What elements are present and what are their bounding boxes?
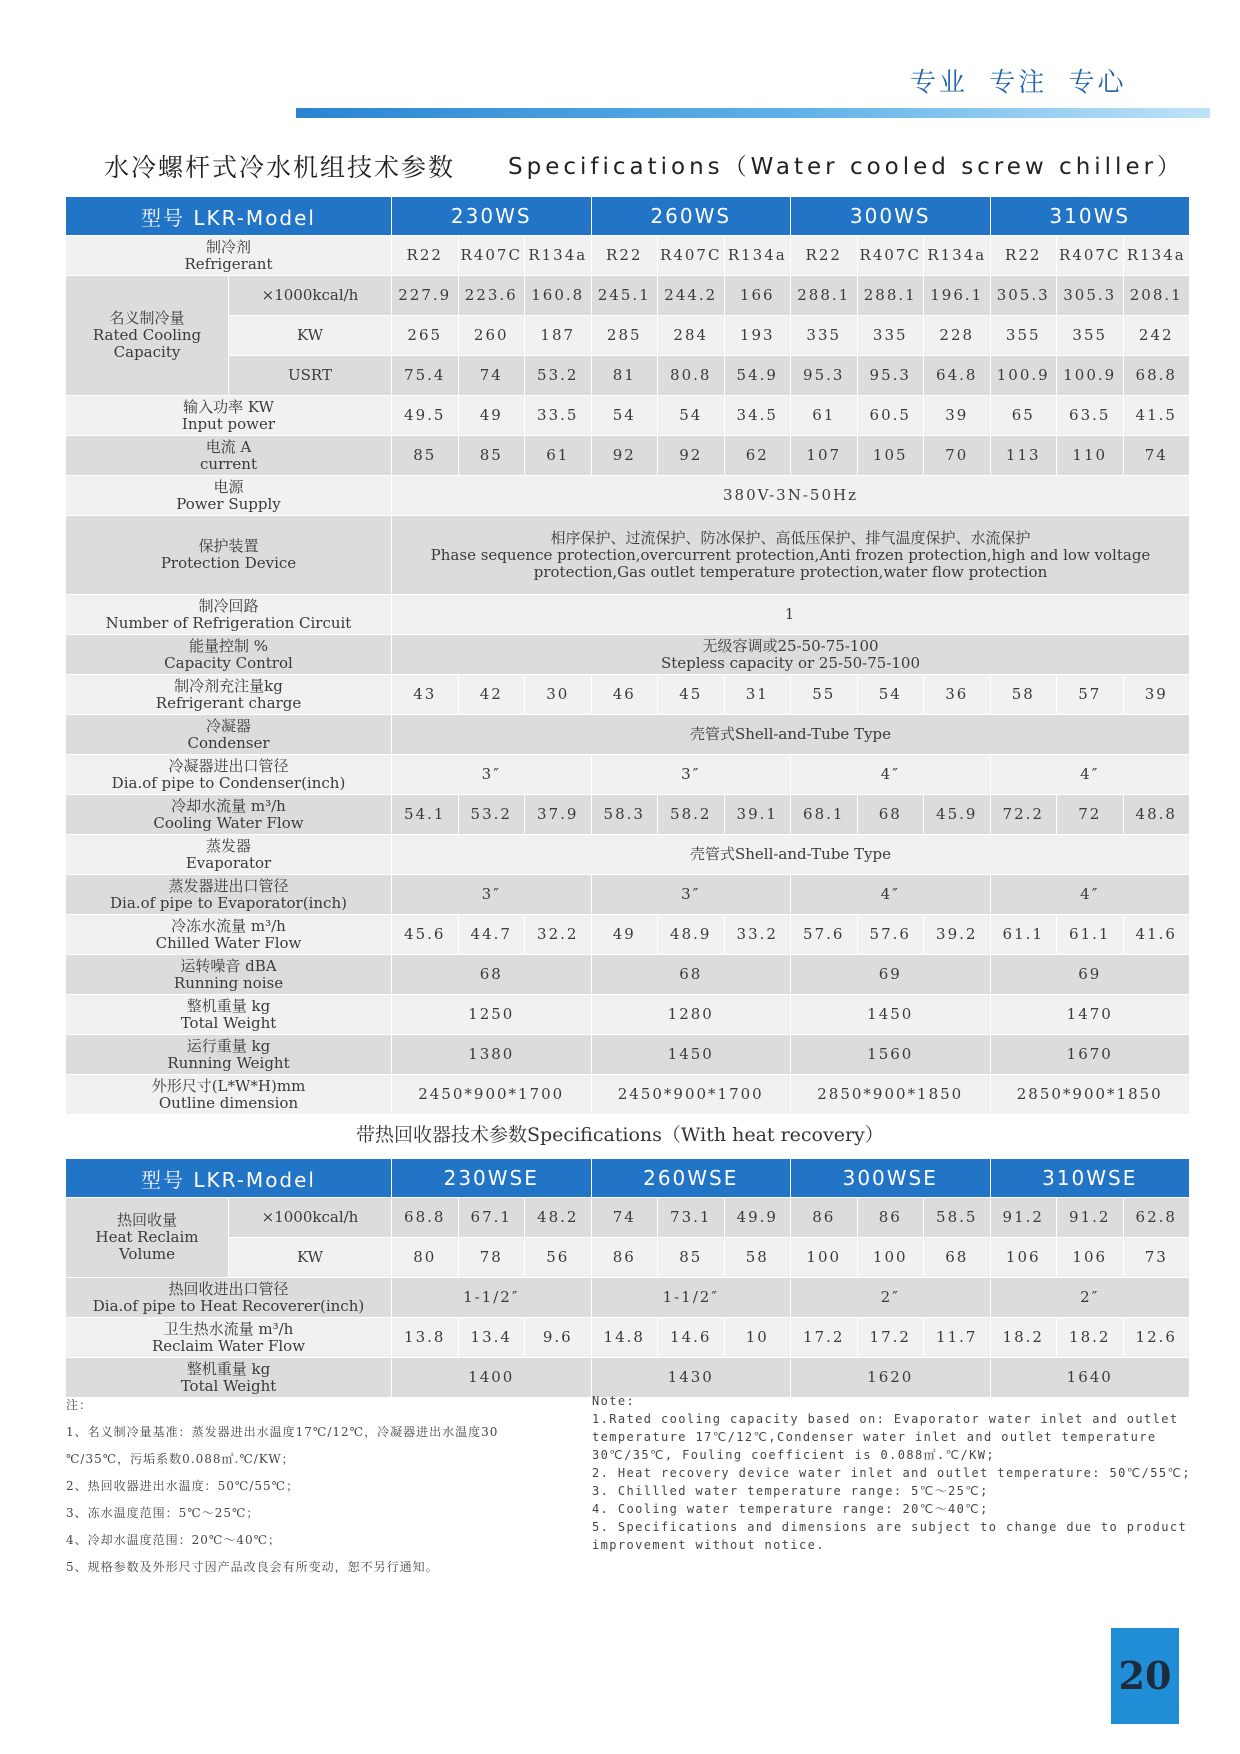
- header-gradient-bar: [296, 108, 1210, 118]
- row-evaporator-pipe: [66, 875, 1190, 915]
- evaporator-value: 壳管式Shell-and-Tube Type: [392, 835, 1190, 875]
- row-label: 冷凝器进出口管径 Dia.of pipe to Condenser(inch): [66, 755, 392, 795]
- note-item: 4、冷却水温度范围：20℃～40℃；: [66, 1533, 282, 1547]
- row-label: 能量控制 % Capacity Control: [66, 635, 392, 675]
- value-cell: 56: [525, 1238, 592, 1278]
- value-cell: 65: [990, 396, 1057, 436]
- model-col-310WS: 310WS: [990, 197, 1190, 236]
- value-cell: 4″: [990, 875, 1190, 915]
- value-cell: R22: [791, 236, 858, 276]
- value-cell: 12.6: [1123, 1318, 1190, 1358]
- value-cell: 1400: [392, 1358, 592, 1398]
- row-label: 热回收进出口管径 Dia.of pipe to Heat Recoverer(inch): [66, 1278, 392, 1318]
- value-cell: 32.2: [525, 915, 592, 955]
- row-current: [66, 436, 1190, 476]
- value-cell: 2450*900*1700: [591, 1075, 791, 1115]
- spec-table-wse: [65, 1158, 1190, 1398]
- notes-chinese: [66, 1392, 586, 1581]
- value-cell: 69: [990, 955, 1190, 995]
- table-header-row: [66, 1159, 1190, 1198]
- value-cell: 49: [458, 396, 525, 436]
- value-cell: 3″: [392, 875, 592, 915]
- row-circuits: [66, 595, 1190, 635]
- model-header: 型号 LKR-Model: [66, 1159, 392, 1198]
- value-cell: 57: [1057, 675, 1124, 715]
- value-cell: 14.6: [658, 1318, 725, 1358]
- page-number: 20: [1111, 1628, 1179, 1724]
- value-cell: 17.2: [791, 1318, 858, 1358]
- row-label: 电源 Power Supply: [66, 476, 392, 516]
- value-cell: 41.5: [1123, 396, 1190, 436]
- value-cell: 208.1: [1123, 276, 1190, 316]
- value-cell: 244.2: [658, 276, 725, 316]
- value-cell: 9.6: [525, 1318, 592, 1358]
- value-cell: 70: [924, 436, 991, 476]
- value-cell: 39: [924, 396, 991, 436]
- value-cell: 61.1: [990, 915, 1057, 955]
- value-cell: 2″: [990, 1278, 1190, 1318]
- row-label: 制冷剂充注量kg Refrigerant charge: [66, 675, 392, 715]
- value-cell: R134a: [1123, 236, 1190, 276]
- unit-label: KW: [229, 316, 392, 356]
- value-cell: 85: [392, 436, 459, 476]
- row-label: 冷却水流量 m³/h Cooling Water Flow: [66, 795, 392, 835]
- value-cell: 57.6: [791, 915, 858, 955]
- value-cell: R134a: [924, 236, 991, 276]
- value-cell: 85: [458, 436, 525, 476]
- value-cell: 1380: [392, 1035, 592, 1075]
- row-evaporator: [66, 835, 1190, 875]
- value-cell: 37.9: [525, 795, 592, 835]
- value-cell: 4″: [990, 755, 1190, 795]
- value-cell: 4″: [791, 755, 991, 795]
- value-cell: 3″: [591, 875, 791, 915]
- value-cell: 73.1: [658, 1198, 725, 1238]
- note-item: 1.Rated cooling capacity based on: Evaporator water inlet and outlet temperature 17℃/12℃,Condenser water inlet and outlet temperature 30℃/35℃, Fouling coefficient is 0.088㎡.℃/KW;: [592, 1412, 1179, 1462]
- row-recovery-pipe: [66, 1278, 1190, 1318]
- value-cell: R22: [392, 236, 459, 276]
- protection-value: 相序保护、过流保护、防冰保护、高低压保护、排气温度保护、水流保护 Phase sequence protection,overcurrent protection,Anti frozen protection,high and low voltage protection,Gas outlet temperature protection,water flow protection: [392, 516, 1190, 595]
- value-cell: 86: [791, 1198, 858, 1238]
- heat-reclaim-label: 热回收量 Heat Reclaim Volume: [66, 1198, 229, 1278]
- value-cell: 13.4: [458, 1318, 525, 1358]
- value-cell: 46: [591, 675, 658, 715]
- value-cell: 95.3: [857, 356, 924, 396]
- row-refrigerant: [66, 236, 1190, 276]
- value-cell: R407C: [458, 236, 525, 276]
- value-cell: 48.2: [525, 1198, 592, 1238]
- value-cell: 86: [591, 1238, 658, 1278]
- note-item: 5. Specifications and dimensions are subject to change due to product improvement without notice.: [592, 1520, 1188, 1552]
- capacity-control-value: 无级容调或25-50-75-100 Stepless capacity or 25-50-75-100: [392, 635, 1190, 675]
- value-cell: 39.2: [924, 915, 991, 955]
- model-col-230WSE: 230WSE: [392, 1159, 592, 1198]
- value-cell: 14.8: [591, 1318, 658, 1358]
- value-cell: 60.5: [857, 396, 924, 436]
- value-cell: 57.6: [857, 915, 924, 955]
- row-label: 制冷剂 Refrigerant: [66, 236, 392, 276]
- row-capacity-control: [66, 635, 1190, 675]
- value-cell: 49.5: [392, 396, 459, 436]
- note-item: 2、热回收器进出水温度：50℃/55℃；: [66, 1479, 300, 1493]
- model-header: 型号 LKR-Model: [66, 197, 392, 236]
- model-col-310WSE: 310WSE: [990, 1159, 1190, 1198]
- value-cell: 53.2: [458, 795, 525, 835]
- condenser-value: 壳管式Shell-and-Tube Type: [392, 715, 1190, 755]
- value-cell: 305.3: [990, 276, 1057, 316]
- table-header-row: [66, 197, 1190, 236]
- note-item: 3. Chillled water temperature range: 5℃～25℃;: [592, 1484, 989, 1498]
- value-cell: 3″: [392, 755, 592, 795]
- model-col-300WSE: 300WSE: [791, 1159, 991, 1198]
- value-cell: 63.5: [1057, 396, 1124, 436]
- value-cell: 81: [591, 356, 658, 396]
- row-rated-cooling-kw: [66, 316, 1190, 356]
- value-cell: 62: [724, 436, 791, 476]
- value-cell: 196.1: [924, 276, 991, 316]
- value-cell: 72.2: [990, 795, 1057, 835]
- value-cell: 1470: [990, 995, 1190, 1035]
- row-label: 蒸发器 Evaporator: [66, 835, 392, 875]
- row-label: 整机重量 kg Total Weight: [66, 1358, 392, 1398]
- value-cell: 106: [1057, 1238, 1124, 1278]
- value-cell: 100.9: [1057, 356, 1124, 396]
- note-item: 5、规格参数及外形尺寸因产品改良会有所变动，恕不另行通知。: [66, 1560, 439, 1574]
- value-cell: 74: [1123, 436, 1190, 476]
- row-condenser-pipe: [66, 755, 1190, 795]
- value-cell: 305.3: [1057, 276, 1124, 316]
- value-cell: 45.6: [392, 915, 459, 955]
- value-cell: 166: [724, 276, 791, 316]
- value-cell: 74: [458, 356, 525, 396]
- value-cell: R407C: [658, 236, 725, 276]
- value-cell: 64.8: [924, 356, 991, 396]
- value-cell: 245.1: [591, 276, 658, 316]
- notes-title: Note:: [592, 1394, 636, 1408]
- unit-label: KW: [229, 1238, 392, 1278]
- value-cell: 68: [591, 955, 791, 995]
- value-cell: 49: [591, 915, 658, 955]
- value-cell: 4″: [791, 875, 991, 915]
- value-cell: 100.9: [990, 356, 1057, 396]
- row-label: 卫生热水流量 m³/h Reclaim Water Flow: [66, 1318, 392, 1358]
- row-running-weight: [66, 1035, 1190, 1075]
- value-cell: 285: [591, 316, 658, 356]
- note-item: 2. Heat recovery device water inlet and outlet temperature: 50℃/55℃;: [592, 1466, 1191, 1480]
- value-cell: 1-1/2″: [591, 1278, 791, 1318]
- row-rated-cooling-usrt: [66, 356, 1190, 396]
- value-cell: 100: [791, 1238, 858, 1278]
- row-label: 冷凝器 Condenser: [66, 715, 392, 755]
- row-power-supply: [66, 476, 1190, 516]
- value-cell: 1560: [791, 1035, 991, 1075]
- value-cell: 58: [990, 675, 1057, 715]
- value-cell: 1-1/2″: [392, 1278, 592, 1318]
- value-cell: 49.9: [724, 1198, 791, 1238]
- model-col-260WS: 260WS: [591, 197, 791, 236]
- value-cell: 67.1: [458, 1198, 525, 1238]
- value-cell: 68: [924, 1238, 991, 1278]
- value-cell: 58: [724, 1238, 791, 1278]
- value-cell: 1640: [990, 1358, 1190, 1398]
- value-cell: 92: [658, 436, 725, 476]
- value-cell: 39.1: [724, 795, 791, 835]
- value-cell: 113: [990, 436, 1057, 476]
- value-cell: 68: [392, 955, 592, 995]
- value-cell: 242: [1123, 316, 1190, 356]
- notes-english: [592, 1392, 1192, 1554]
- rated-cooling-label: 名义制冷量 Rated Cooling Capacity: [66, 276, 229, 396]
- row-label: 冷冻水流量 m³/h Chilled Water Flow: [66, 915, 392, 955]
- power-supply-value: 380V-3N-50Hz: [392, 476, 1190, 516]
- spec-table-ws: [65, 196, 1190, 1115]
- row-label: 运行重量 kg Running Weight: [66, 1035, 392, 1075]
- row-total-weight: [66, 995, 1190, 1035]
- value-cell: 288.1: [857, 276, 924, 316]
- value-cell: 85: [658, 1238, 725, 1278]
- row-condenser: [66, 715, 1190, 755]
- value-cell: 1450: [791, 995, 991, 1035]
- value-cell: 18.2: [1057, 1318, 1124, 1358]
- value-cell: 1620: [791, 1358, 991, 1398]
- row-running-noise: [66, 955, 1190, 995]
- value-cell: 160.8: [525, 276, 592, 316]
- page-title: [104, 148, 1204, 182]
- value-cell: 58.2: [658, 795, 725, 835]
- value-cell: 43: [392, 675, 459, 715]
- value-cell: R134a: [525, 236, 592, 276]
- value-cell: 68.8: [1123, 356, 1190, 396]
- model-col-230WS: 230WS: [392, 197, 592, 236]
- value-cell: 61: [525, 436, 592, 476]
- value-cell: 105: [857, 436, 924, 476]
- value-cell: 335: [857, 316, 924, 356]
- value-cell: 187: [525, 316, 592, 356]
- value-cell: 265: [392, 316, 459, 356]
- model-col-260WSE: 260WSE: [591, 1159, 791, 1198]
- row-label: 整机重量 kg Total Weight: [66, 995, 392, 1035]
- circuits-value: 1: [392, 595, 1190, 635]
- value-cell: 227.9: [392, 276, 459, 316]
- value-cell: 54: [857, 675, 924, 715]
- row-label: 电流 A current: [66, 436, 392, 476]
- row-label: 外形尺寸(L*W*H)mm Outline dimension: [66, 1075, 392, 1115]
- value-cell: 30: [525, 675, 592, 715]
- value-cell: 31: [724, 675, 791, 715]
- value-cell: 2850*900*1850: [990, 1075, 1190, 1115]
- value-cell: 92: [591, 436, 658, 476]
- value-cell: 223.6: [458, 276, 525, 316]
- value-cell: 106: [990, 1238, 1057, 1278]
- unit-label: ×1000kcal/h: [229, 1198, 392, 1238]
- value-cell: 3″: [591, 755, 791, 795]
- value-cell: 13.8: [392, 1318, 459, 1358]
- row-reclaim-water-flow: [66, 1318, 1190, 1358]
- value-cell: 1450: [591, 1035, 791, 1075]
- value-cell: 193: [724, 316, 791, 356]
- unit-label: ×1000kcal/h: [229, 276, 392, 316]
- value-cell: 54.1: [392, 795, 459, 835]
- note-item: 1、名义制冷量基准：蒸发器进出水温度17℃/12℃，冷凝器进出水温度30: [66, 1425, 499, 1439]
- value-cell: 78: [458, 1238, 525, 1278]
- row-protection: [66, 516, 1190, 595]
- value-cell: 44.7: [458, 915, 525, 955]
- value-cell: 33.2: [724, 915, 791, 955]
- value-cell: 54.9: [724, 356, 791, 396]
- value-cell: 39: [1123, 675, 1190, 715]
- value-cell: R22: [591, 236, 658, 276]
- value-cell: 58.5: [924, 1198, 991, 1238]
- value-cell: 42: [458, 675, 525, 715]
- row-label: 蒸发器进出口管径 Dia.of pipe to Evaporator(inch): [66, 875, 392, 915]
- value-cell: 1670: [990, 1035, 1190, 1075]
- row-label: 运转噪音 dBA Running noise: [66, 955, 392, 995]
- value-cell: 91.2: [990, 1198, 1057, 1238]
- value-cell: 107: [791, 436, 858, 476]
- value-cell: 91.2: [1057, 1198, 1124, 1238]
- row-label: 输入功率 KW Input power: [66, 396, 392, 436]
- value-cell: 48.9: [658, 915, 725, 955]
- value-cell: R22: [990, 236, 1057, 276]
- row-cooling-water-flow: [66, 795, 1190, 835]
- value-cell: 34.5: [724, 396, 791, 436]
- value-cell: 69: [791, 955, 991, 995]
- value-cell: 74: [591, 1198, 658, 1238]
- row-rated-cooling-kcal: [66, 276, 1190, 316]
- row-label: 保护装置 Protection Device: [66, 516, 392, 595]
- value-cell: R407C: [857, 236, 924, 276]
- unit-label: USRT: [229, 356, 392, 396]
- value-cell: 1430: [591, 1358, 791, 1398]
- value-cell: 45: [658, 675, 725, 715]
- notes-title: 注：: [66, 1398, 93, 1412]
- value-cell: 2″: [791, 1278, 991, 1318]
- value-cell: 73: [1123, 1238, 1190, 1278]
- model-col-300WS: 300WS: [791, 197, 991, 236]
- value-cell: R407C: [1057, 236, 1124, 276]
- value-cell: 68.8: [392, 1198, 459, 1238]
- value-cell: 335: [791, 316, 858, 356]
- value-cell: 68: [857, 795, 924, 835]
- value-cell: 2450*900*1700: [392, 1075, 592, 1115]
- value-cell: 41.6: [1123, 915, 1190, 955]
- heat-recovery-subtitle: 带热回收器技术参数Specifications（With heat recovery）: [356, 1124, 884, 1146]
- value-cell: 1280: [591, 995, 791, 1035]
- row-heat-reclaim-kcal: [66, 1198, 1190, 1238]
- value-cell: 61: [791, 396, 858, 436]
- row-label: 制冷回路 Number of Refrigeration Circuit: [66, 595, 392, 635]
- value-cell: 355: [1057, 316, 1124, 356]
- note-item: 4. Cooling water temperature range: 20℃～40℃;: [592, 1502, 989, 1516]
- value-cell: 48.8: [1123, 795, 1190, 835]
- value-cell: 33.5: [525, 396, 592, 436]
- value-cell: 18.2: [990, 1318, 1057, 1358]
- note-item: ℃/35℃，污垢系数0.088㎡.℃/KW；: [66, 1452, 295, 1466]
- value-cell: 80.8: [658, 356, 725, 396]
- value-cell: 10: [724, 1318, 791, 1358]
- value-cell: 260: [458, 316, 525, 356]
- title-cn: 水冷螺杆式冷水机组技术参数: [104, 153, 456, 182]
- value-cell: 11.7: [924, 1318, 991, 1358]
- value-cell: 284: [658, 316, 725, 356]
- value-cell: 54: [658, 396, 725, 436]
- value-cell: 1250: [392, 995, 592, 1035]
- value-cell: 355: [990, 316, 1057, 356]
- value-cell: 54: [591, 396, 658, 436]
- row-input-power: [66, 396, 1190, 436]
- value-cell: 228: [924, 316, 991, 356]
- value-cell: R134a: [724, 236, 791, 276]
- value-cell: 80: [392, 1238, 459, 1278]
- note-item: 3、冻水温度范围：5℃～25℃；: [66, 1506, 260, 1520]
- value-cell: 45.9: [924, 795, 991, 835]
- header-motto: 专业 专注 专心: [910, 68, 1127, 98]
- value-cell: 2850*900*1850: [791, 1075, 991, 1115]
- value-cell: 55: [791, 675, 858, 715]
- row-outline-dimension: [66, 1075, 1190, 1115]
- value-cell: 75.4: [392, 356, 459, 396]
- row-chilled-water-flow: [66, 915, 1190, 955]
- value-cell: 100: [857, 1238, 924, 1278]
- value-cell: 53.2: [525, 356, 592, 396]
- title-en: Specifications（Water cooled screw chiller）: [508, 154, 1185, 180]
- value-cell: 72: [1057, 795, 1124, 835]
- row-heat-reclaim-kw: [66, 1238, 1190, 1278]
- value-cell: 86: [857, 1198, 924, 1238]
- value-cell: 68.1: [791, 795, 858, 835]
- value-cell: 62.8: [1123, 1198, 1190, 1238]
- value-cell: 110: [1057, 436, 1124, 476]
- value-cell: 95.3: [791, 356, 858, 396]
- value-cell: 17.2: [857, 1318, 924, 1358]
- value-cell: 36: [924, 675, 991, 715]
- row-refrigerant-charge: [66, 675, 1190, 715]
- value-cell: 61.1: [1057, 915, 1124, 955]
- value-cell: 58.3: [591, 795, 658, 835]
- value-cell: 288.1: [791, 276, 858, 316]
